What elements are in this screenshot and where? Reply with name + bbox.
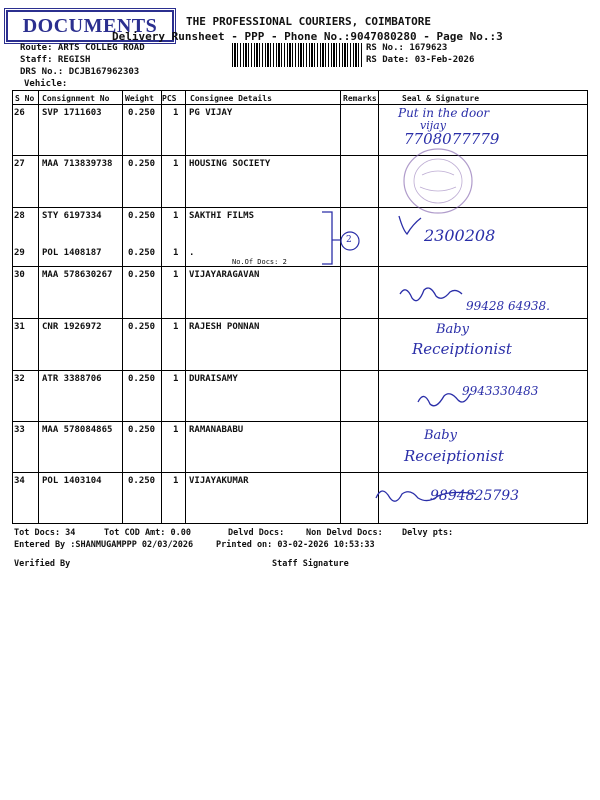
row-consignment: SVP 1711603 [42,108,102,118]
row-consignment: POL 1408187 [42,248,102,258]
row-divider [12,370,588,371]
row-consignment: POL 1403104 [42,476,102,486]
row-weight: 0.250 [128,476,156,486]
row-pcs: 1 [173,108,179,118]
col-line [122,90,123,523]
row-pcs: 1 [173,211,179,221]
company-seal [400,145,480,217]
col-header-pcs: PCS [162,94,177,103]
col-line [161,90,162,523]
handwritten-note: Put in the door [398,106,490,120]
row-consignee: VIJAYAKUMAR [189,476,249,486]
handwritten-code: 2300208 [424,226,496,245]
row-weight: 0.250 [128,425,156,435]
non-delivered-docs: Non Delvd Docs: [306,528,383,538]
rs-date: RS Date: 03-Feb-2026 [366,55,475,65]
row-sno: 32 [14,374,25,384]
row-sno: 31 [14,322,25,332]
row-pcs: 1 [173,159,179,169]
row-consignee: SAKTHI FILMS [189,211,255,221]
bracket-mark [318,208,366,270]
row-sno: 28 [14,211,25,221]
col-line [38,90,39,523]
col-header-sno: S No [15,94,35,103]
row-weight: 0.250 [128,270,156,280]
handwritten-phone: 7708077779 [404,130,500,148]
circled-note: 2 [346,235,352,245]
row-consignee: DURAISAMY [189,374,238,384]
row-sno: 27 [14,159,25,169]
total-docs: Tot Docs: 34 [14,528,76,538]
row-weight: 0.250 [128,374,156,384]
no-of-docs: No.Of Docs: 2 [232,258,287,266]
staff: Staff: REGISH [20,55,91,65]
row-consignee: . [189,248,195,258]
staff-signature: Staff Signature [272,559,349,569]
row-weight: 0.250 [128,248,156,258]
signature-scribble [396,280,466,308]
row-pcs: 1 [173,374,179,384]
row-sno: 33 [14,425,25,435]
handwritten-phone: 99428 64938. [466,299,550,313]
row-sno: 29 [14,248,25,258]
col-line [587,90,588,523]
row-consignee: HOUSING SOCIETY [189,159,271,169]
row-divider [12,318,588,319]
row-weight: 0.250 [128,108,156,118]
row-pcs: 1 [173,425,179,435]
col-header-seal-signature: Seal & Signature [402,94,480,103]
company-name: THE PROFESSIONAL COURIERS, COIMBATORE [186,15,432,28]
row-weight: 0.250 [128,159,156,169]
row-consignment: STY 6197334 [42,211,102,221]
row-consignee: VIJAYARAGAVAN [189,270,260,280]
delivery-points: Delvy pts: [402,528,454,538]
col-line [185,90,186,523]
row-pcs: 1 [173,248,179,258]
route: Route: ARTS COLLEG ROAD [20,43,145,53]
row-divider [12,207,588,208]
col-header-consignee: Consignee Details [190,94,272,103]
row-sno: 30 [14,270,25,280]
row-consignment: MAA 578084865 [42,425,113,435]
row-weight: 0.250 [128,322,156,332]
row-pcs: 1 [173,322,179,332]
row-consignment: ATR 3388706 [42,374,102,384]
documents-stamp: DOCUMENTS [6,10,174,42]
handwritten-name: vijay [420,119,446,132]
verified-by: Verified By [14,559,71,569]
row-consignment: MAA 713839738 [42,159,113,169]
row-divider [12,155,588,156]
rs-number: RS No.: 1679623 [366,43,448,53]
runsheet-subtitle: Delivery Runsheet - PPP - Phone No.:9047080280 - Page No.:3 [112,30,503,43]
row-consignee: RAJESH PONNAN [189,322,260,332]
vehicle: Vehicle: [24,79,68,89]
row-consignee: RAMANABABU [189,425,244,435]
row-consignment: CNR 1926972 [42,322,102,332]
entered-by: Entered By :SHANMUGAMPPP 02/03/2026 [14,540,194,550]
handwritten-phone: 9943330483 [462,384,539,398]
printed-on: Printed on: 03-02-2026 10:53:33 [216,540,375,550]
col-header-weight: Weight [125,94,154,103]
delivered-docs: Delvd Docs: [228,528,285,538]
row-pcs: 1 [173,476,179,486]
table-bottom-rule [12,523,588,524]
col-header-remarks: Remarks [343,94,377,103]
row-consignee: PG VIJAY [189,108,233,118]
row-sno: 34 [14,476,25,486]
handwritten-name: Baby [424,428,457,443]
row-divider [12,421,588,422]
row-divider [12,472,588,473]
handwritten-role: Receiptionist [404,447,504,465]
handwritten-role: Receiptionist [412,340,512,358]
col-line [340,90,341,523]
row-pcs: 1 [173,270,179,280]
header-rule [12,104,588,105]
col-line [12,90,13,523]
row-weight: 0.250 [128,211,156,221]
handwritten-name: Baby [436,322,469,337]
col-header-consignment: Consignment No [42,94,110,103]
col-line [378,90,379,523]
total-cod-amount: Tot COD Amt: 0.00 [104,528,191,538]
drs-number: DRS No.: DCJB167962303 [20,67,140,77]
handwritten-phone: 9894825793 [430,488,520,504]
row-sno: 26 [14,108,25,118]
row-divider [12,266,588,267]
table-top-rule [12,90,588,91]
tick-mark [395,212,425,236]
row-consignment: MAA 578630267 [42,270,113,280]
barcode [232,43,362,67]
